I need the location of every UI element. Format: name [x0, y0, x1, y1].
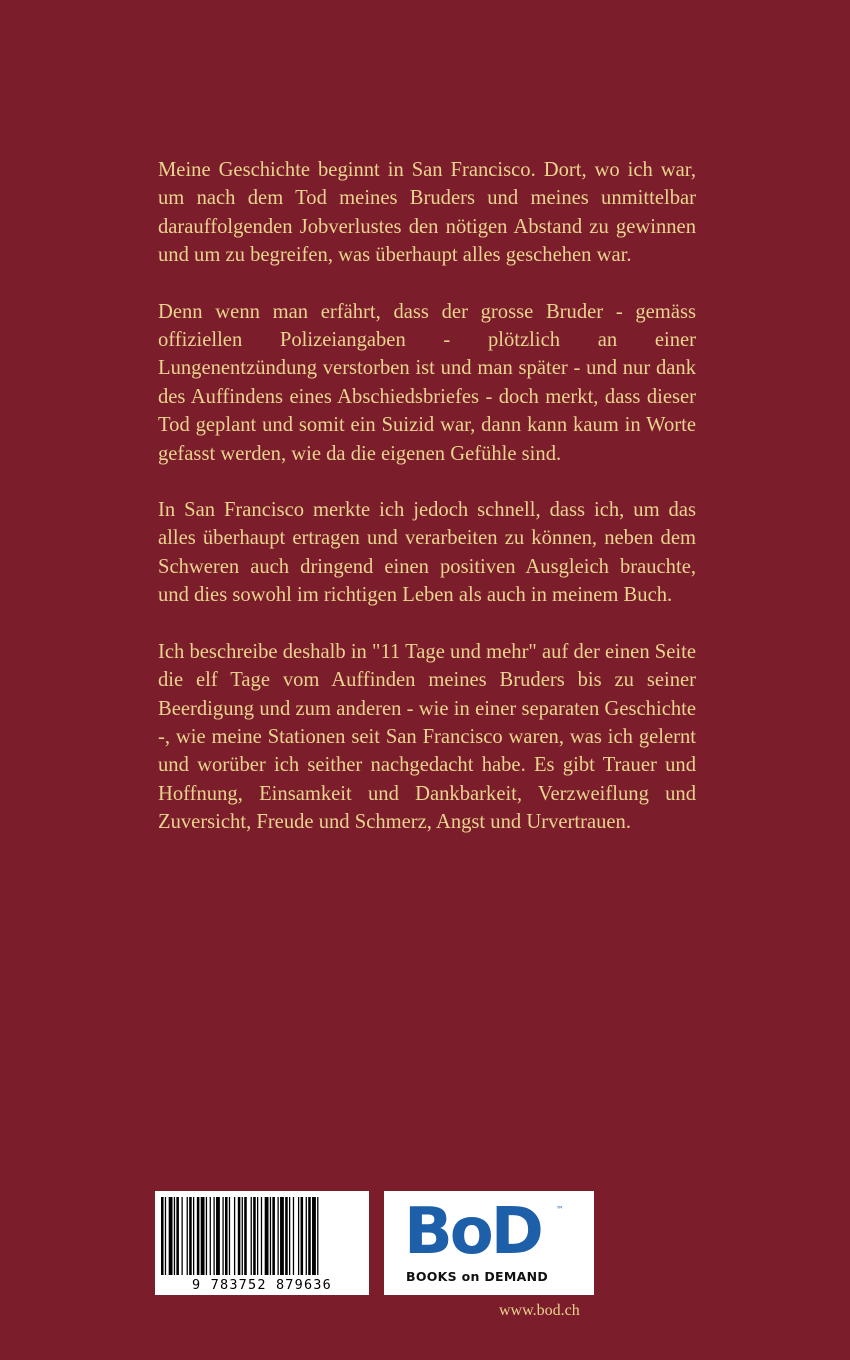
publisher-tagline: BOOKS on DEMAND: [406, 1269, 549, 1284]
back-cover-blurb: [158, 156, 696, 865]
trademark-symbol: ™: [556, 1205, 564, 1214]
isbn-barcode: [155, 1191, 369, 1295]
blurb-paragraph-3: In San Francisco merkte ich jedoch schnell, dass ich, um das alles überhaupt ertragen und verarbeiten zu können, neben dem Schweren auch dringend einen positiven Ausgleich brauchte, und dies sowohl im richtigen Leben als auch in meinem Buch.: [158, 499, 696, 607]
blurb-paragraph-2: Denn wenn man erfährt, dass der grosse Bruder - gemäss offiziellen Polizeiangaben - plötzlich an einer Lungenentzündung verstorben ist und man später - und nur dank des Auffindens eines Abschiedsbriefes - doch merkt, dass dieser Tod geplant und somit ein Suizid war, dann kann kaum in Worte gefasst werden, wie da die eigenen Gefühle sind.: [158, 300, 696, 465]
publisher-website: www.bod.ch: [499, 1302, 580, 1319]
blurb-paragraph-1: Meine Geschichte beginnt in San Francisco. Dort, wo ich war, um nach dem Tod meines Bruders und meines unmittelbar darauffolgenden Jobverlustes den nötigen Abstand zu gewinnen und um zu begreifen, was überhaupt alles geschehen war.: [158, 159, 696, 267]
bod-logo-text: BoD: [404, 1195, 541, 1269]
isbn-number: 9 783752 879636: [157, 1277, 367, 1293]
blurb-paragraph-4: Ich beschreibe deshalb in "11 Tage und mehr" auf der einen Seite die elf Tage vom Auffinden meines Bruders bis zu seiner Beerdigung und zum anderen - wie in einer separaten Geschichte -, wie meine Stationen seit San Francisco waren, was ich gelernt und worüber ich seither nachgedacht habe. Es gibt Trauer und Hoffnung, Einsamkeit und Dankbarkeit, Verzweiflung und Zuversicht, Freude und Schmerz, Angst und Urvertrauen.: [158, 640, 696, 834]
publisher-logo: [384, 1191, 594, 1295]
